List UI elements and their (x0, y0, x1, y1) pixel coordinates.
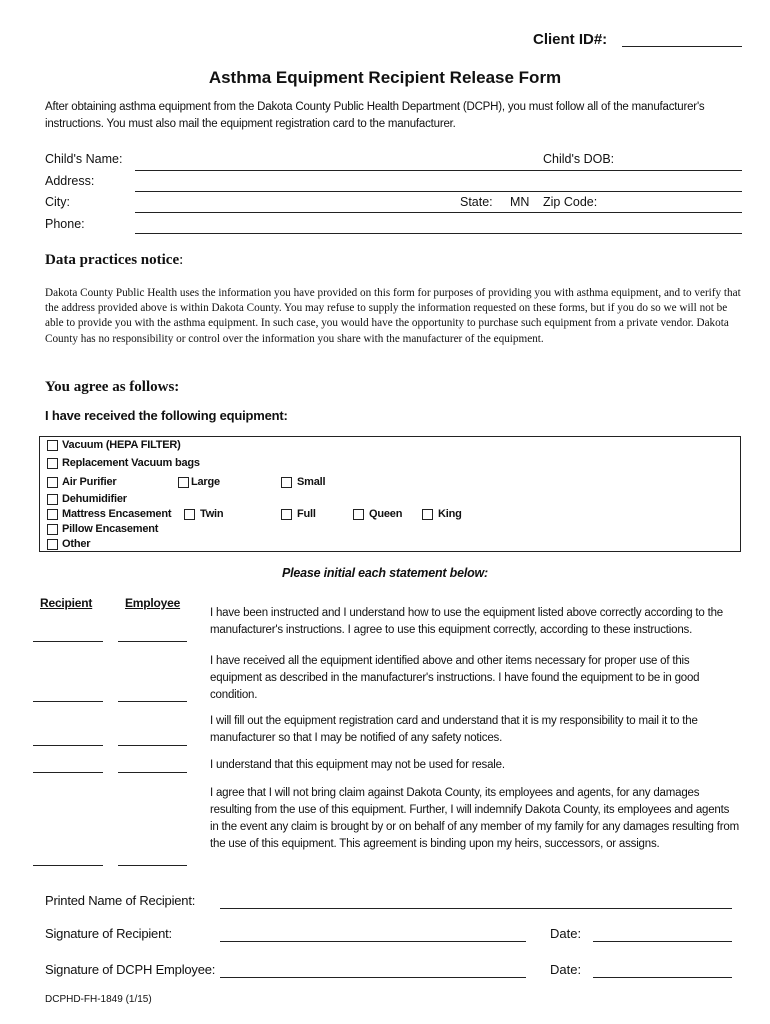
employee-column-header: Employee (125, 596, 181, 610)
employee-initial-2[interactable] (118, 701, 187, 702)
initial-heading: Please initial each statement below: (281, 566, 489, 580)
data-practices-heading (45, 252, 183, 269)
king-checkbox[interactable] (422, 509, 433, 520)
vacuum-label: Vacuum (HEPA FILTER) (62, 439, 181, 451)
child-name-label: Child's Name: (45, 152, 123, 166)
address-label: Address: (45, 174, 95, 188)
other-checkbox[interactable] (47, 539, 58, 550)
bags-checkbox[interactable] (47, 458, 58, 469)
data-practices-heading-colon: : (179, 252, 184, 268)
page-title: Asthma Equipment Recipient Release Form (208, 68, 562, 87)
bags-label: Replacement Vacuum bags (62, 457, 200, 469)
queen-checkbox[interactable] (353, 509, 364, 520)
full-checkbox[interactable] (281, 509, 292, 520)
employee-initial-4[interactable] (118, 772, 187, 773)
employee-initial-3[interactable] (118, 745, 187, 746)
signature-employee-label: Signature of DCPH Employee: (45, 962, 216, 977)
large-label: Large (191, 476, 220, 488)
printed-name-label: Printed Name of Recipient: (45, 893, 196, 908)
large-checkbox[interactable] (178, 477, 189, 488)
mattress-checkbox[interactable] (47, 509, 58, 520)
client-id-label: Client ID#: (533, 31, 608, 48)
date-employee-field[interactable] (593, 977, 732, 978)
recipient-column-header: Recipient (40, 596, 93, 610)
date-employee-label: Date: (550, 962, 582, 977)
dehumidifier-checkbox[interactable] (47, 494, 58, 505)
statement-4: I understand that this equipment may not be used for resale. (210, 759, 505, 771)
queen-label: Queen (369, 508, 403, 520)
city-field[interactable] (135, 212, 742, 213)
signature-employee-field[interactable] (220, 977, 526, 978)
form-number: DCPHD-FH-1849 (1/15) (45, 994, 152, 1005)
date-recipient-field[interactable] (593, 941, 732, 942)
phone-field[interactable] (135, 233, 742, 234)
small-checkbox[interactable] (281, 477, 292, 488)
child-name-field[interactable] (135, 170, 742, 171)
recipient-initial-5[interactable] (33, 865, 103, 866)
air-purifier-checkbox[interactable] (47, 477, 58, 488)
received-heading: I have received the following equipment: (45, 408, 288, 423)
intro-text: After obtaining asthma equipment from the Dakota County Public Health Department (DCPH), you must follow all of the manufacturer's instructions. You must also mail the equipment registration card to the manufacturer. (45, 101, 705, 130)
pillow-checkbox[interactable] (47, 524, 58, 535)
signature-recipient-label: Signature of Recipient: (45, 926, 172, 941)
data-practices-heading-text: Data practices notice (45, 252, 180, 268)
printed-name-field[interactable] (220, 908, 732, 909)
client-id-field[interactable] (622, 46, 742, 47)
recipient-initial-2[interactable] (33, 701, 103, 702)
date-recipient-label: Date: (550, 926, 582, 941)
statement-2: I have received all the equipment identified above and other items necessary for proper use of this equipment as described in the manufacturer's instructions. I have found the equipment to be in good condition. (210, 655, 700, 701)
phone-label: Phone: (45, 217, 85, 231)
king-label: King (438, 508, 462, 520)
statement-1: I have been instructed and I understand how to use the equipment listed above correctly according to the manufacturer's instructions. I agree to use this equipment correctly, according to these instructions. (210, 607, 724, 636)
recipient-initial-1[interactable] (33, 641, 103, 642)
statement-3: I will fill out the equipment registration card and understand that it is my responsibility to mail it to the manufacturer so that I may be notified of any safety notices. (210, 715, 698, 744)
twin-label: Twin (200, 508, 224, 520)
employee-initial-5[interactable] (118, 865, 187, 866)
address-field[interactable] (135, 191, 742, 192)
twin-checkbox[interactable] (184, 509, 195, 520)
recipient-initial-4[interactable] (33, 772, 103, 773)
zip-label: Zip Code: (543, 195, 598, 209)
small-label: Small (297, 476, 326, 488)
city-label: City: (45, 195, 70, 209)
employee-initial-1[interactable] (118, 641, 187, 642)
state-label: State: (460, 195, 493, 209)
agree-heading: You agree as follows: (45, 379, 180, 395)
vacuum-checkbox[interactable] (47, 440, 58, 451)
data-practices-body: Dakota County Public Health uses the information you have provided on this form for purposes of providing you with asthma equipment, and to verify that the address provided above is within Dakota County. You may refuse to supply the information requested on these forms, but if you do so we will not be able to provide you with the asthma equipment. In such case, you would have the opportunity to purchase such equipment from a private vendor. Dakota County has no responsibility or control over the information you share with the manufacturer of the equipment. (45, 287, 741, 345)
dehumidifier-label: Dehumidifier (62, 493, 127, 505)
air-purifier-label: Air Purifier (62, 476, 117, 488)
other-label: Other (62, 538, 91, 550)
signature-recipient-field[interactable] (220, 941, 526, 942)
statement-5: I agree that I will not bring claim against Dakota County, its employees and agents, for any damages resulting from the use of this equipment. Further, I will indemnify Dakota County, its employees and agents in the event any claim is brought by or on behalf of any member of my family for any damages resulting from the use of this equipment. This agreement is binding upon my heirs, successors, or assigns. (210, 787, 739, 850)
child-dob-label: Child's DOB: (543, 152, 615, 166)
pillow-label: Pillow Encasement (62, 523, 159, 535)
state-value: MN (510, 195, 530, 209)
recipient-initial-3[interactable] (33, 745, 103, 746)
mattress-label: Mattress Encasement (62, 508, 172, 520)
full-label: Full (297, 508, 316, 520)
